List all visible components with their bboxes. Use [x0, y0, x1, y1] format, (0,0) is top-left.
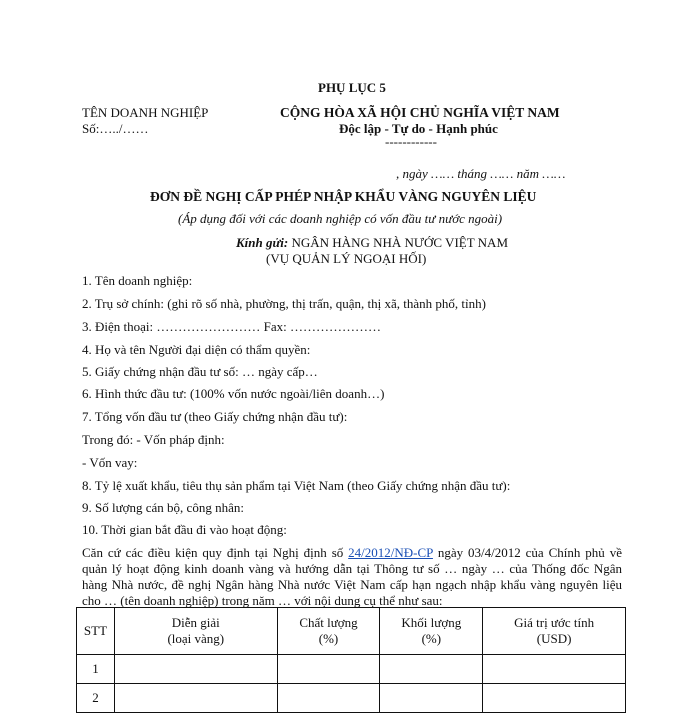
- item-company-name: 1. Tên doanh nghiệp:: [82, 273, 193, 288]
- nation-heading: CỘNG HÒA XÃ HỘI CHỦ NGHĨA VIỆT NAM: [280, 105, 560, 120]
- paragraph-text-before: Căn cứ các điều kiện quy định tại Nghị định số: [82, 545, 349, 560]
- header-volume: Khối lượng (%): [380, 608, 483, 655]
- table-cell: [483, 655, 626, 684]
- table-row: [77, 684, 626, 713]
- table-cell: [483, 684, 626, 713]
- table-header-row: [77, 608, 626, 655]
- paragraph-text-after: ngày 03/4/2012 của Chính phủ về quản lý hoạt động kinh doanh vàng và hướng dẫn tại Thông tư số … ngày … của Thống đốc Ngân hàng Nhà nước, đề nghị Ngân hàng Nhà nước Việt Nam cấp hạn ngạch nhập khẩu vàng nguyên liệu cho … (tên doanh nghiệp) trong năm … với nội dung cụ thể như sau:: [82, 545, 622, 608]
- table-cell: [114, 655, 277, 684]
- table-cell-stt: 1: [77, 655, 115, 684]
- item-representative: 4. Họ và tên Người đại diện có thẩm quyền:: [82, 342, 311, 357]
- header-description: Diễn giải (loại vàng): [114, 608, 277, 655]
- addressee-line: [236, 235, 508, 251]
- document-title: ĐƠN ĐỀ NGHỊ CẤP PHÉP NHẬP KHẨU VÀNG NGUYÊN LIỆU: [150, 189, 537, 204]
- item-loan-capital: - Vốn vay:: [82, 455, 138, 470]
- item-investment-form: 6. Hình thức đầu tư: (100% vốn nước ngoài/liên doanh…): [82, 386, 385, 401]
- table-cell: [114, 684, 277, 713]
- header-stt: STT: [77, 608, 115, 655]
- addressee-prefix: Kính gửi:: [236, 235, 289, 250]
- table-cell: [277, 684, 380, 713]
- decree-link[interactable]: 24/2012/NĐ-CP: [348, 545, 433, 560]
- addressee-name: NGÂN HÀNG NHÀ NƯỚC VIỆT NAM: [291, 235, 509, 250]
- table-row: [77, 655, 626, 684]
- item-staff-count: 9. Số lượng cán bộ, công nhân:: [82, 500, 244, 515]
- item-total-capital: 7. Tổng vốn đầu tư (theo Giấy chứng nhận đầu tư):: [82, 409, 348, 424]
- motto-underline: ------------: [385, 134, 437, 149]
- request-paragraph: [82, 545, 622, 609]
- national-motto: Độc lập - Tự do - Hạnh phúc: [339, 121, 498, 136]
- addressee-department: (VỤ QUẢN LÝ NGOẠI HỐI): [266, 251, 427, 266]
- header-quality: Chất lượng (%): [277, 608, 380, 655]
- header-estimated-value: Giá trị ước tính (USD): [483, 608, 626, 655]
- annex-label: PHỤ LỤC 5: [318, 80, 386, 95]
- table-cell: [277, 655, 380, 684]
- table-cell: [380, 655, 483, 684]
- document-number: Số:…../……: [82, 121, 149, 136]
- date-line: , ngày …… tháng …… năm ……: [396, 166, 566, 181]
- item-export-ratio: 8. Tỷ lệ xuất khẩu, tiêu thụ sản phẩm tại Việt Nam (theo Giấy chứng nhận đầu tư):: [82, 478, 511, 493]
- document-subtitle: (Áp dụng đối với các doanh nghiệp có vốn đầu tư nước ngoài): [178, 211, 503, 226]
- company-name-label: TÊN DOANH NGHIỆP: [82, 105, 209, 120]
- item-investment-certificate: 5. Giấy chứng nhận đầu tư số: … ngày cấp…: [82, 364, 318, 379]
- item-start-date: 10. Thời gian bắt đầu đi vào hoạt động:: [82, 522, 287, 537]
- item-phone-fax: 3. Điện thoại: …………………… Fax: …………………: [82, 319, 381, 334]
- import-quota-table: [76, 607, 626, 713]
- table-cell: [380, 684, 483, 713]
- table-cell-stt: 2: [77, 684, 115, 713]
- item-head-office: 2. Trụ sở chính: (ghi rõ số nhà, phường, thị trấn, quận, thị xã, thành phố, tỉnh): [82, 296, 486, 311]
- item-legal-capital: Trong đó: - Vốn pháp định:: [82, 432, 225, 447]
